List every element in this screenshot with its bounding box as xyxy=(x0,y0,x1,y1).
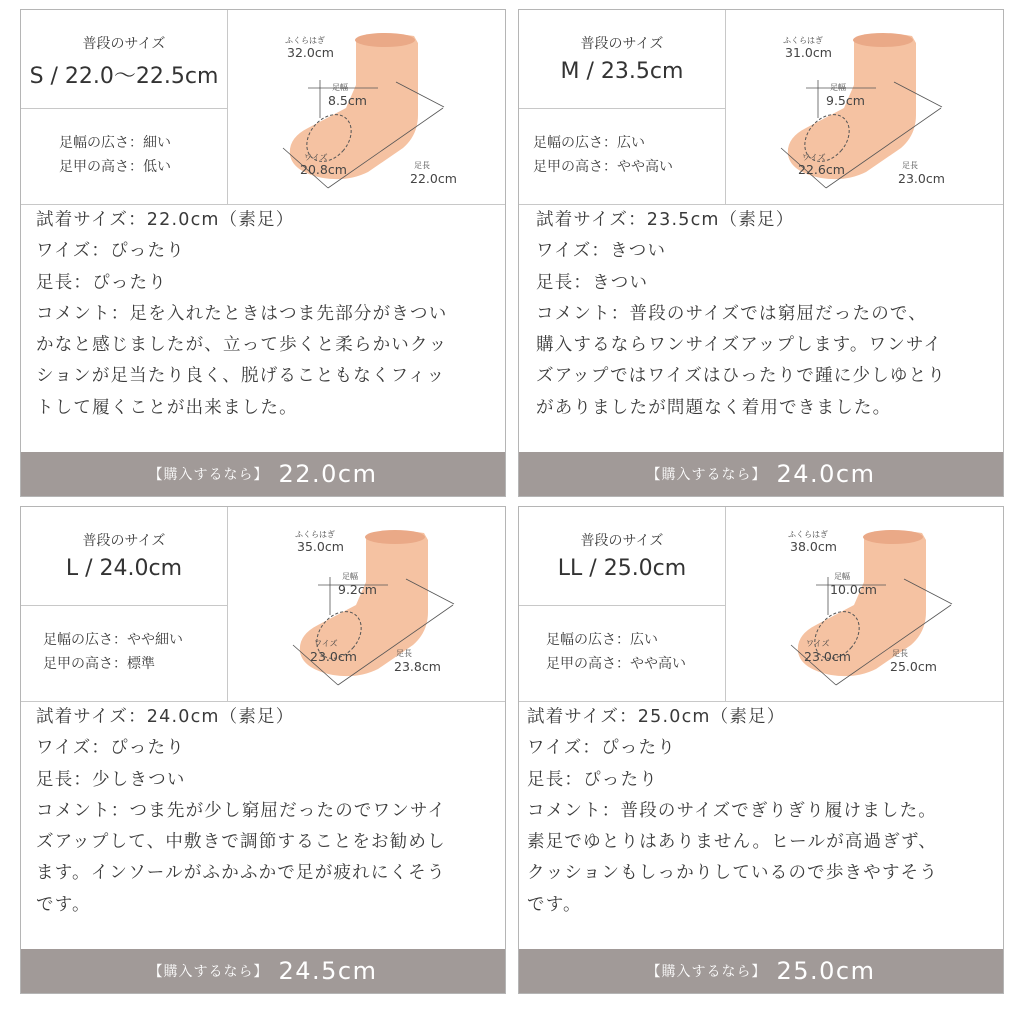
calf-label: ふくらはぎ xyxy=(285,36,325,45)
size-card-s xyxy=(20,9,506,497)
fitting-review xyxy=(519,701,1003,949)
review-line: トして履くことが出来ました。 xyxy=(36,397,298,418)
calf-label: ふくらはぎ xyxy=(295,530,335,539)
foot-width-text: 足幅の広さ：やや細い xyxy=(43,632,183,648)
foot-illustration-icon xyxy=(726,507,1003,701)
review-line: ワイズ：ぴったり xyxy=(36,738,185,759)
length-label: 足長 xyxy=(396,649,412,658)
width-value: 10.0cm xyxy=(830,582,877,597)
length-value: 22.0cm xyxy=(410,171,457,186)
wise-value: 23.0cm xyxy=(804,649,851,664)
width-value: 8.5cm xyxy=(328,93,367,108)
card-header xyxy=(519,10,1003,205)
width-label: 足幅 xyxy=(342,572,358,581)
wise-value: 20.8cm xyxy=(300,162,347,177)
recommended-size-value: 24.0cm xyxy=(776,460,876,488)
review-line: です。 xyxy=(36,894,91,915)
length-value: 25.0cm xyxy=(890,659,937,674)
wise-label: ワイズ xyxy=(304,153,328,162)
foot-shape-box xyxy=(21,606,228,701)
length-label: 足長 xyxy=(902,161,918,170)
review-line: 試着サイズ：22.0cm（素足） xyxy=(36,210,295,230)
width-label: 足幅 xyxy=(834,572,850,581)
recommended-size-value: 22.0cm xyxy=(278,460,378,488)
usual-size-value: L / 24.0cm xyxy=(65,556,183,581)
usual-size-label: 普段のサイズ xyxy=(580,533,664,549)
foot-shape-box xyxy=(519,109,726,204)
usual-size-box xyxy=(519,10,726,109)
review-line: 足長：ぴったり xyxy=(36,272,167,293)
recommended-size-bar xyxy=(519,452,1003,496)
wise-label: ワイズ xyxy=(806,639,830,648)
instep-height-text: 足甲の高さ：標準 xyxy=(43,656,155,672)
review-line: コメント：足を入れたときはつま先部分がきつい xyxy=(36,303,448,324)
review-line: 試着サイズ：25.0cm（素足） xyxy=(527,707,786,727)
calf-value: 38.0cm xyxy=(790,539,837,554)
review-line: かなと感じましたが、立って歩くと柔らかいクッ xyxy=(36,335,448,356)
review-line: 足長：きつい xyxy=(536,272,649,293)
review-line: ワイズ：ぴったり xyxy=(527,738,676,759)
width-label: 足幅 xyxy=(332,83,348,92)
foot-width-text: 足幅の広さ：細い xyxy=(59,135,171,151)
recommended-size-label: 【購入するなら】 xyxy=(646,467,767,483)
card-header xyxy=(21,507,505,702)
fitting-review xyxy=(519,204,1003,452)
recommended-size-bar xyxy=(21,949,505,993)
foot-width-text: 足幅の広さ：広い xyxy=(533,135,645,151)
usual-size-value: M / 23.5cm xyxy=(560,59,684,84)
foot-illustration-icon xyxy=(228,507,505,701)
length-label: 足長 xyxy=(414,161,430,170)
calf-value: 32.0cm xyxy=(287,45,334,60)
review-line: 試着サイズ：23.5cm（素足） xyxy=(536,210,795,230)
recommended-size-label: 【購入するなら】 xyxy=(646,964,767,980)
usual-size-value: LL / 25.0cm xyxy=(557,556,687,581)
calf-value: 31.0cm xyxy=(785,45,832,60)
foot-width-text: 足幅の広さ：広い xyxy=(546,632,658,648)
foot-shape-box xyxy=(21,109,228,204)
recommended-size-bar xyxy=(21,452,505,496)
length-value: 23.8cm xyxy=(394,659,441,674)
foot-diagram xyxy=(726,507,1003,701)
instep-height-text: 足甲の高さ：低い xyxy=(59,159,171,175)
review-line: ズアップして、中敷きで調節することをお勧めし xyxy=(36,832,446,853)
fitting-review xyxy=(21,701,505,949)
calf-label: ふくらはぎ xyxy=(788,530,828,539)
foot-diagram xyxy=(726,10,1003,204)
usual-size-box xyxy=(21,507,228,606)
review-line: コメント：普段のサイズでぎりぎり履けました。 xyxy=(527,800,937,821)
foot-diagram xyxy=(228,10,505,204)
size-card-l xyxy=(20,506,506,994)
width-value: 9.2cm xyxy=(338,582,377,597)
length-label: 足長 xyxy=(892,649,908,658)
review-line: ションが足当たり良く、脱げることもなくフィッ xyxy=(36,366,446,387)
instep-height-text: 足甲の高さ：やや高い xyxy=(546,656,686,672)
calf-value: 35.0cm xyxy=(297,539,344,554)
review-line: クッションもしっかりしているので歩きやすそう xyxy=(527,863,939,884)
usual-size-box xyxy=(519,507,726,606)
width-value: 9.5cm xyxy=(826,93,865,108)
length-value: 23.0cm xyxy=(898,171,945,186)
review-line: コメント：つま先が少し窮屈だったのでワンサイ xyxy=(36,800,447,821)
review-line: ワイズ：きつい xyxy=(536,241,667,262)
review-line: です。 xyxy=(527,894,582,915)
usual-size-label: 普段のサイズ xyxy=(82,533,166,549)
review-line: 素足でゆとりはありません。ヒールが高過ぎず、 xyxy=(527,832,937,853)
foot-shape-box xyxy=(519,606,726,701)
card-header xyxy=(21,10,505,205)
review-line: 購入するならワンサイズアップします。ワンサイ xyxy=(536,335,943,356)
wise-value: 23.0cm xyxy=(310,649,357,664)
usual-size-label: 普段のサイズ xyxy=(580,36,664,52)
review-line: がありましたが問題なく着用できました。 xyxy=(536,397,892,418)
foot-diagram xyxy=(228,507,505,701)
calf-label: ふくらはぎ xyxy=(783,36,823,45)
review-line: 足長：ぴったり xyxy=(527,769,658,790)
recommended-size-label: 【購入するなら】 xyxy=(148,467,269,483)
recommended-size-bar xyxy=(519,949,1003,993)
wise-label: ワイズ xyxy=(802,153,826,162)
recommended-size-value: 25.0cm xyxy=(776,957,876,985)
size-card-ll xyxy=(518,506,1004,994)
review-line: 足長：少しきつい xyxy=(36,769,186,790)
usual-size-box xyxy=(21,10,228,109)
usual-size-value: S / 22.0〜22.5cm xyxy=(29,64,219,89)
review-line: ワイズ：ぴったり xyxy=(36,241,185,262)
instep-height-text: 足甲の高さ：やや高い xyxy=(533,159,673,175)
card-header xyxy=(519,507,1003,702)
review-line: コメント：普段のサイズでは窮屈だったので、 xyxy=(536,303,927,324)
width-label: 足幅 xyxy=(830,83,846,92)
fitting-review xyxy=(21,204,505,452)
wise-value: 22.6cm xyxy=(798,162,845,177)
usual-size-label: 普段のサイズ xyxy=(82,36,166,52)
size-card-m xyxy=(518,9,1004,497)
review-line: 試着サイズ：24.0cm（素足） xyxy=(36,707,295,727)
review-line: ズアップではワイズはひったりで踵に少しゆとり xyxy=(536,366,946,387)
review-line: ます。インソールがふかふかで足が疲れにくそう xyxy=(36,863,446,884)
wise-label: ワイズ xyxy=(314,639,338,648)
recommended-size-value: 24.5cm xyxy=(278,957,378,985)
recommended-size-label: 【購入するなら】 xyxy=(148,964,269,980)
